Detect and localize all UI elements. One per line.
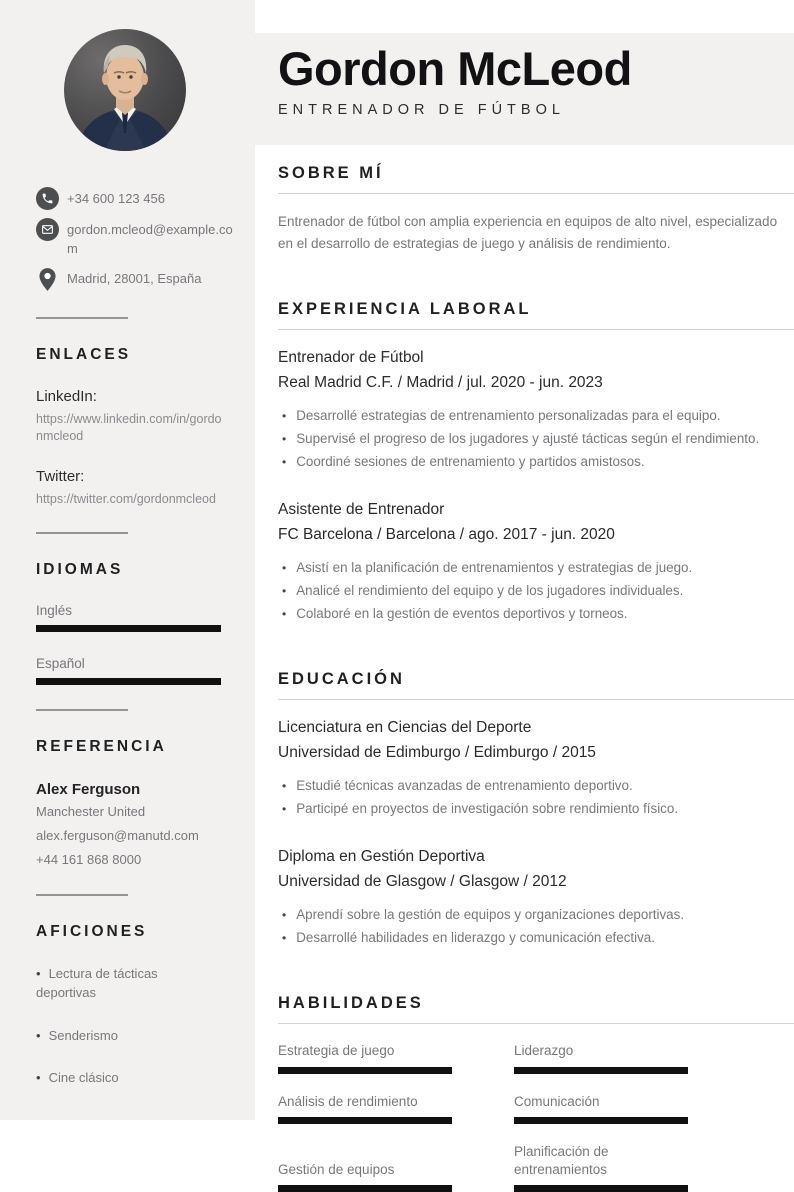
bullet-item: • Coordiné sesiones de entrenamiento y partidos amistosos.	[278, 450, 794, 473]
bullet-dot	[282, 907, 296, 922]
bullet-item: • Asistí en la planificación de entrenamientos y estrategias de juego.	[278, 556, 794, 579]
sidebar-divider	[36, 317, 128, 319]
bullet-dot	[36, 966, 49, 981]
job-meta: FC Barcelona / Barcelona / ago. 2017 - jun. 2020	[278, 525, 615, 543]
degree-title: Licenciatura en Ciencias del Deporte	[278, 719, 532, 737]
contact-phone	[36, 187, 237, 210]
bullet-dot	[282, 560, 296, 575]
bullet-item: • Estudié técnicas avanzadas de entrenamiento deportivo.	[278, 774, 794, 797]
sidebar-divider	[36, 532, 128, 534]
hobby-item: • Cine clásico	[36, 1068, 186, 1088]
section-experience	[255, 300, 794, 625]
skill-item	[278, 1042, 452, 1073]
section-skills	[255, 994, 794, 1192]
experience-entry	[278, 499, 794, 625]
bullet-item: • Participé en proyectos de investigación sobre rendimiento físico.	[278, 797, 794, 820]
skill-name: Gestión de equipos	[278, 1162, 395, 1178]
hobby-item: • Senderismo	[36, 1026, 186, 1046]
job-title: Entrenador de Fútbol	[278, 349, 424, 367]
skill-level-bar	[278, 1185, 452, 1192]
degree-meta: Universidad de Edimburgo / Edimburgo / 2015	[278, 743, 596, 761]
bullet-dot	[282, 454, 296, 469]
bullet-dot	[282, 606, 296, 621]
bullet-item: • Aprendí sobre la gestión de equipos y organizaciones deportivas.	[278, 903, 794, 926]
profile-photo	[64, 29, 186, 151]
degree-bullets	[278, 774, 794, 820]
skill-level-bar	[514, 1117, 688, 1124]
email-icon	[36, 218, 59, 241]
reference-name: Alex Ferguson	[36, 781, 141, 799]
header-band	[255, 33, 794, 145]
section-rule	[278, 699, 794, 700]
twitter-url[interactable]: https://twitter.com/gordonmcleod	[36, 492, 216, 507]
location-icon	[36, 267, 59, 293]
section-rule	[278, 329, 794, 330]
contact-email	[36, 218, 237, 259]
skill-name: Estrategia de juego	[278, 1043, 395, 1059]
bullet-dot	[282, 930, 296, 945]
section-rule	[278, 1023, 794, 1024]
linkedin-label: LinkedIn:	[36, 387, 97, 405]
skill-name: Planificación de entrenamientos	[514, 1143, 609, 1178]
bullet-item: • Desarrollé habilidades en liderazgo y comunicación efectiva.	[278, 926, 794, 949]
section-rule	[278, 193, 794, 194]
person-title: ENTRENADOR DE FÚTBOL	[278, 101, 565, 118]
bullet-item: • Desarrollé estrategias de entrenamiento personalizadas para el equipo.	[278, 404, 794, 427]
address-text: Madrid, 28001, España	[67, 270, 202, 286]
linkedin-url[interactable]: https://www.linkedin.com/in/gordonmcleod	[36, 411, 222, 443]
bullet-dot	[282, 778, 296, 793]
bullet-item: • Colaboré en la gestión de eventos deportivos y torneos.	[278, 602, 794, 625]
skill-level-bar	[278, 1067, 452, 1074]
language-name: Inglés	[36, 603, 73, 619]
sidebar-divider	[36, 894, 128, 896]
section-education	[255, 670, 794, 949]
language-item	[36, 603, 237, 632]
bullet-item: • Analicé el rendimiento del equipo y de los jugadores individuales.	[278, 579, 794, 602]
experience-entry	[278, 347, 794, 473]
education-heading: EDUCACIÓN	[278, 670, 405, 689]
job-bullets	[278, 556, 794, 625]
skill-item	[278, 1143, 452, 1192]
reference-phone: +44 161 868 8000	[36, 852, 142, 867]
skill-name: Análisis de rendimiento	[278, 1093, 418, 1109]
person-name: Gordon McLeod	[278, 42, 632, 95]
bullet-dot	[282, 801, 296, 816]
skills-heading: HABILIDADES	[278, 994, 424, 1013]
email-address[interactable]: gordon.mcleod@example.com	[67, 222, 233, 256]
bullet-dot	[282, 431, 296, 446]
link-twitter	[36, 468, 237, 508]
skill-level-bar	[514, 1185, 688, 1192]
reference-email[interactable]: alex.ferguson@manutd.com	[36, 828, 199, 844]
reference-organization: Manchester United	[36, 804, 146, 820]
contact-address	[36, 267, 237, 293]
contact-info	[36, 187, 237, 293]
bullet-dot	[282, 408, 296, 423]
bullet-dot	[282, 583, 296, 598]
link-linkedin	[36, 388, 237, 445]
experience-heading: EXPERIENCIA LABORAL	[278, 300, 532, 319]
twitter-label: Twitter:	[36, 468, 85, 486]
bullet-dot	[36, 1028, 49, 1043]
phone-number: +34 600 123 456	[67, 191, 165, 206]
language-name: Español	[36, 656, 85, 672]
education-entry	[278, 717, 794, 820]
languages-heading: IDIOMAS	[36, 561, 124, 579]
language-item	[36, 656, 237, 685]
sidebar	[0, 0, 255, 1120]
skill-item	[278, 1093, 452, 1124]
about-text: Entrenador de fútbol con amplia experiencia en equipos de alto nivel, especializado en el desarrollo de estrategias de juego y análisis de rendimiento.	[278, 214, 778, 251]
job-bullets	[278, 404, 794, 473]
section-about	[255, 164, 794, 254]
skill-level-bar	[514, 1067, 688, 1074]
about-heading: SOBRE MÍ	[278, 164, 384, 182]
phone-icon	[36, 187, 59, 210]
degree-meta: Universidad de Glasgow / Glasgow / 2012	[278, 872, 567, 890]
links-heading: ENLACES	[36, 345, 132, 363]
skill-name: Comunicación	[514, 1093, 600, 1109]
job-title: Asistente de Entrenador	[278, 501, 445, 519]
bullet-dot	[36, 1070, 49, 1085]
degree-title: Diploma en Gestión Deportiva	[278, 848, 485, 866]
sidebar-divider	[36, 709, 128, 711]
bullet-item: • Supervisé el progreso de los jugadores y ajusté tácticas según el rendimiento.	[278, 427, 794, 450]
skill-item	[514, 1143, 688, 1192]
skill-name: Liderazgo	[514, 1043, 574, 1059]
hobbies-heading: AFICIONES	[36, 922, 148, 940]
language-level-bar	[36, 678, 221, 685]
degree-bullets	[278, 903, 794, 949]
main-content	[255, 0, 794, 1178]
reference-heading: REFERENCIA	[36, 738, 167, 756]
language-level-bar	[36, 625, 221, 632]
skill-item	[514, 1042, 688, 1073]
skills-grid	[278, 1042, 794, 1192]
skill-item	[514, 1093, 688, 1124]
skill-level-bar	[278, 1117, 452, 1124]
hobby-item: • Lectura de tácticas deportivas	[36, 964, 186, 1003]
education-entry	[278, 846, 794, 949]
job-meta: Real Madrid C.F. / Madrid / jul. 2020 - jun. 2023	[278, 373, 603, 391]
